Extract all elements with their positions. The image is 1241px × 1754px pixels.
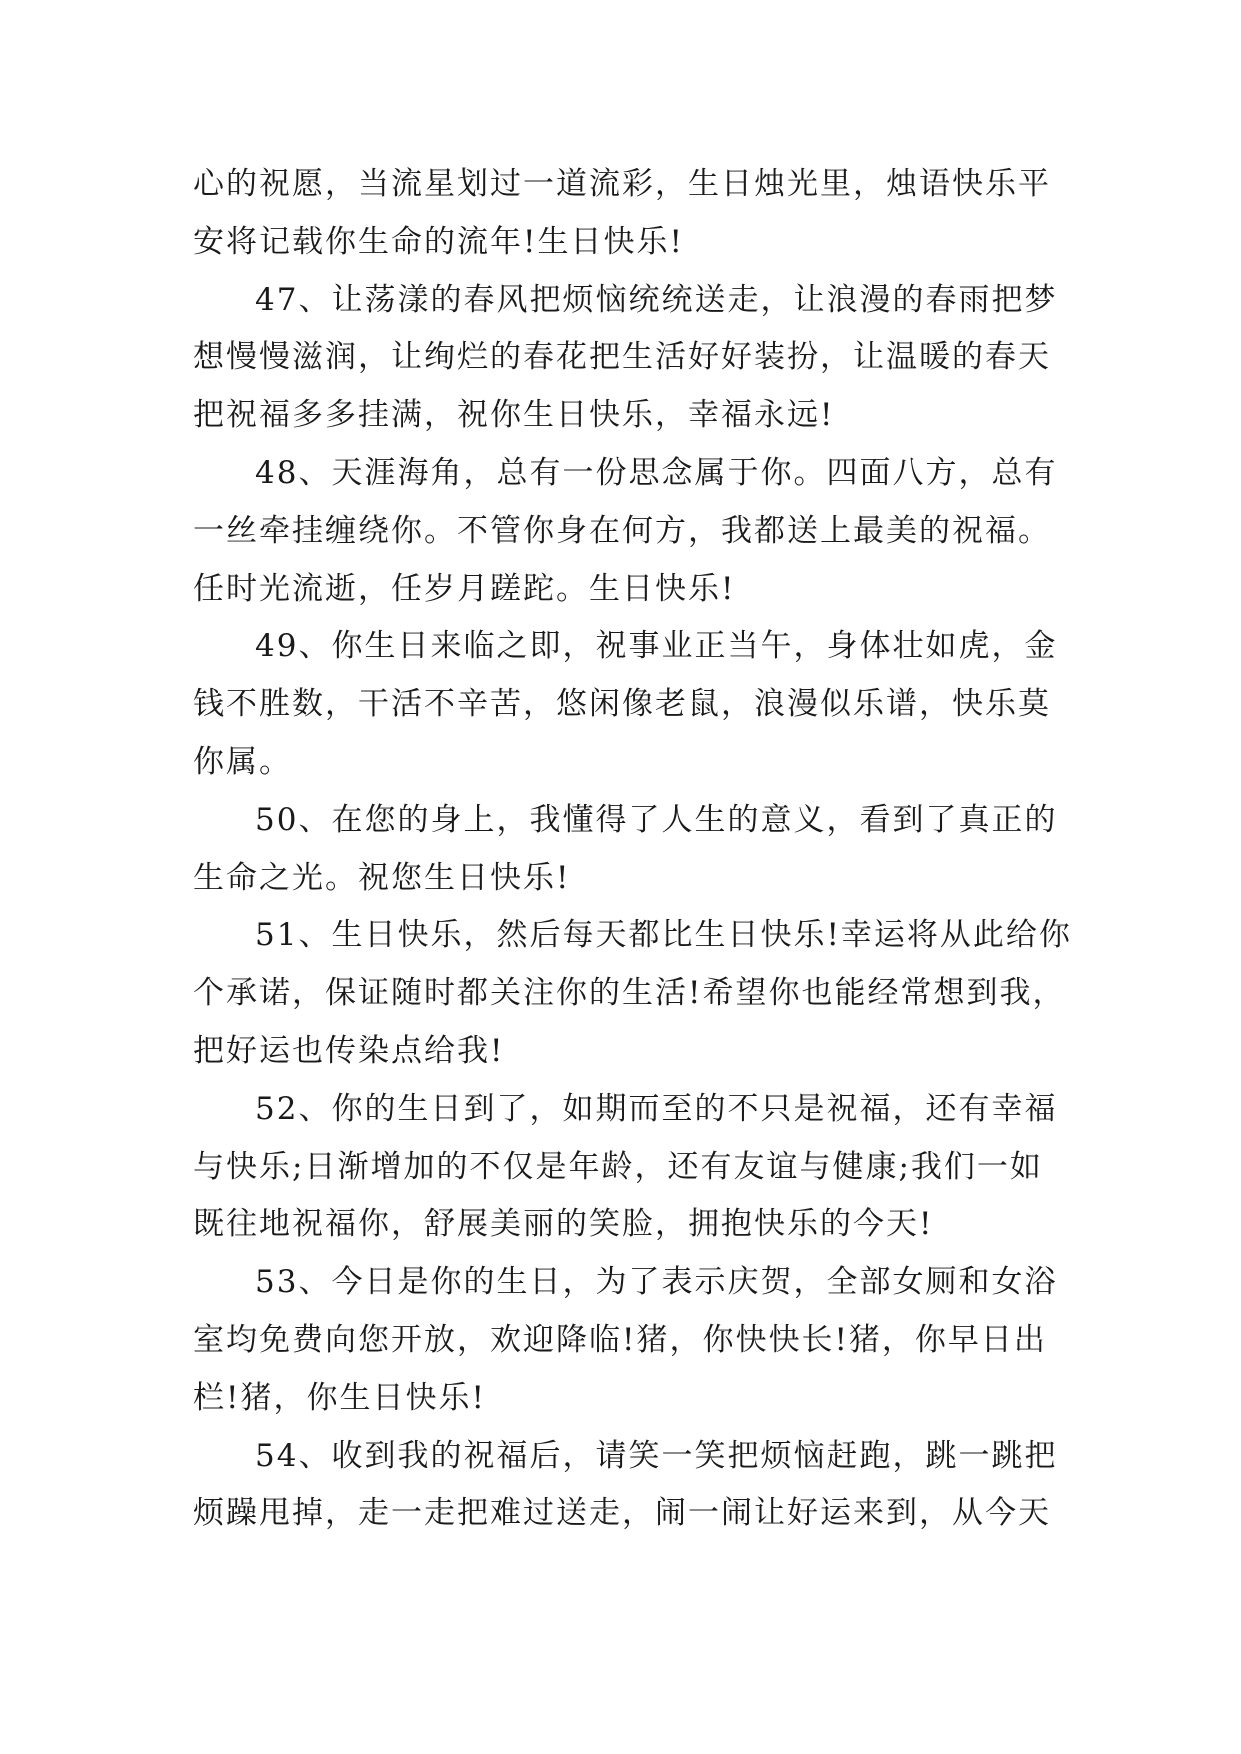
document-body [193,156,1073,1543]
paragraph-51: 51、生日快乐，然后每天都比生日快乐!幸运将从此给你个承诺，保证随时都关注你的生活!希望你也能经常想到我，把好运也传染点给我! [193,917,1072,1069]
paragraph-50: 50、在您的身上，我懂得了人生的意义，看到了真正的生命之光。祝您生日快乐! [193,801,1058,896]
paragraph-48: 48、天涯海角，总有一份思念属于你。四面八方，总有一丝牵挂缠绕你。不管你身在何方，我都送上最美的祝福。任时光流逝，任岁月蹉跎。生日快乐! [193,454,1058,607]
paragraph-54: 54、收到我的祝福后，请笑一笑把烦恼赶跑，跳一跳把烦躁甩掉，走一走把难过送走，闹一闹让好运来到，从今天 [193,1437,1058,1532]
paragraph-continuation: 心的祝愿，当流星划过一道流彩，生日烛光里，烛语快乐平安将记载你生命的流年!生日快乐! [193,166,1051,260]
paragraph-47: 47、让荡漾的春风把烦恼统统送走，让浪漫的春雨把梦想慢慢滋润，让绚烂的春花把生活好好装扮，让温暖的春天把祝福多多挂满，祝你生日快乐，幸福永远! [193,281,1058,434]
paragraph-52: 52、你的生日到了，如期而至的不只是祝福，还有幸福与快乐;日渐增加的不仅是年龄，还有友谊与健康;我们一如既往地祝福你，舒展美丽的笑脸，拥抱快乐的今天! [193,1090,1058,1243]
paragraph-53: 53、今日是你的生日，为了表示庆贺，全部女厕和女浴室均免费向您开放，欢迎降临!猪，你快快长!猪，你早日出栏!猪，你生日快乐! [193,1264,1058,1416]
paragraph-49: 49、你生日来临之即，祝事业正当午，身体壮如虎，金钱不胜数，干活不辛苦，悠闲像老鼠，浪漫似乐谱，快乐莫你属。 [193,628,1058,780]
